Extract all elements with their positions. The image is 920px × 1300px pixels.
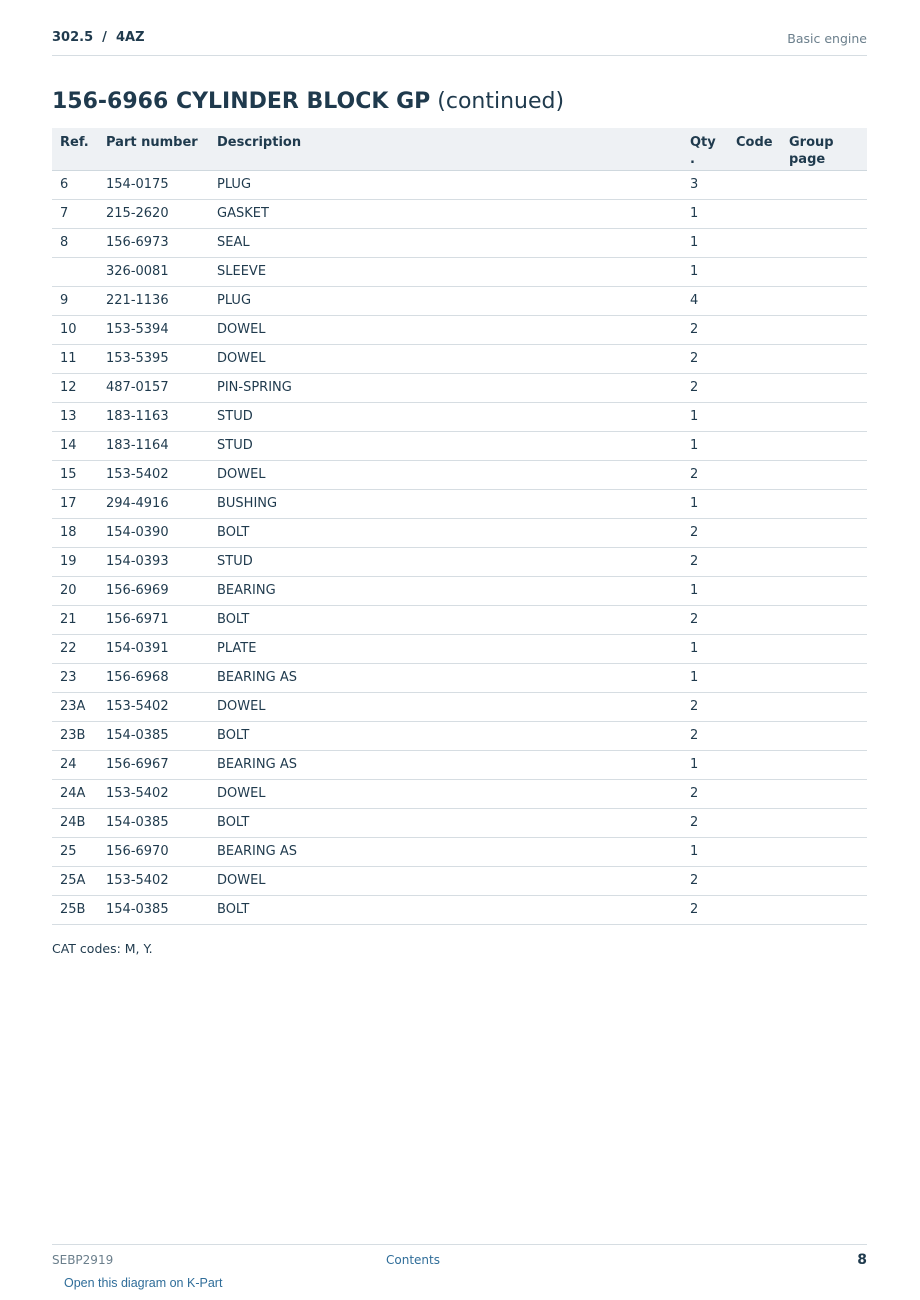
cell-group-page (781, 518, 867, 547)
parts-table (52, 128, 867, 925)
cell-group-page (781, 663, 867, 692)
cell-description: DOWEL (209, 866, 682, 895)
cell-code (728, 373, 781, 402)
cell-code (728, 634, 781, 663)
table-row (52, 779, 867, 808)
cell-ref: 19 (52, 547, 98, 576)
cell-code (728, 779, 781, 808)
cell-ref: 10 (52, 315, 98, 344)
cell-description: BUSHING (209, 489, 682, 518)
table-row (52, 721, 867, 750)
cell-qty: 1 (682, 663, 728, 692)
cell-qty: 2 (682, 518, 728, 547)
cell-group-page (781, 837, 867, 866)
cell-qty: 1 (682, 199, 728, 228)
cell-qty: 1 (682, 402, 728, 431)
parts-table-body (52, 170, 867, 924)
cell-ref: 6 (52, 170, 98, 199)
cell-code (728, 257, 781, 286)
cell-qty: 2 (682, 373, 728, 402)
cell-description: BEARING AS (209, 837, 682, 866)
cell-group-page (781, 895, 867, 924)
cell-ref: 12 (52, 373, 98, 402)
cell-ref: 23 (52, 663, 98, 692)
cell-group-page (781, 634, 867, 663)
cell-part-number: 154-0175 (98, 170, 209, 199)
cell-group-page (781, 460, 867, 489)
cell-group-page (781, 228, 867, 257)
table-header-row (52, 128, 867, 170)
cell-description: STUD (209, 402, 682, 431)
cell-qty: 1 (682, 576, 728, 605)
cell-part-number: 153-5402 (98, 779, 209, 808)
table-row (52, 866, 867, 895)
model-label: 302.5 / 4AZ (52, 30, 145, 45)
title-suffix: (continued) (430, 89, 565, 114)
cell-part-number: 215-2620 (98, 199, 209, 228)
table-row (52, 692, 867, 721)
cell-ref: 15 (52, 460, 98, 489)
page-header (52, 28, 867, 56)
cell-qty: 2 (682, 721, 728, 750)
table-row (52, 605, 867, 634)
table-row (52, 431, 867, 460)
cell-group-page (781, 692, 867, 721)
cell-part-number: 154-0391 (98, 634, 209, 663)
cell-group-page (781, 315, 867, 344)
cell-description: SLEEVE (209, 257, 682, 286)
cell-part-number: 153-5402 (98, 692, 209, 721)
table-row (52, 489, 867, 518)
col-header-group-page: Group page (781, 128, 867, 170)
cell-code (728, 605, 781, 634)
cell-qty: 4 (682, 286, 728, 315)
cell-ref: 17 (52, 489, 98, 518)
cell-group-page (781, 344, 867, 373)
table-row (52, 518, 867, 547)
cell-code (728, 895, 781, 924)
cell-code (728, 576, 781, 605)
cell-ref: 21 (52, 605, 98, 634)
cell-part-number: 153-5394 (98, 315, 209, 344)
cell-ref: 11 (52, 344, 98, 373)
cell-description: DOWEL (209, 460, 682, 489)
page-number: 8 (857, 1252, 867, 1268)
cell-code (728, 344, 781, 373)
cell-code (728, 228, 781, 257)
cell-description: PLUG (209, 170, 682, 199)
cell-code (728, 837, 781, 866)
col-header-part-number: Part number (98, 128, 209, 170)
cell-description: BEARING (209, 576, 682, 605)
cell-group-page (781, 808, 867, 837)
cell-group-page (781, 779, 867, 808)
table-row (52, 402, 867, 431)
cell-description: GASKET (209, 199, 682, 228)
cell-part-number: 183-1163 (98, 402, 209, 431)
cell-qty: 3 (682, 170, 728, 199)
kpart-link[interactable]: Open this diagram on K-Part (64, 1276, 223, 1290)
cell-qty: 2 (682, 547, 728, 576)
table-row (52, 315, 867, 344)
cell-part-number: 154-0385 (98, 721, 209, 750)
cell-code (728, 750, 781, 779)
cell-part-number: 156-6971 (98, 605, 209, 634)
cell-ref: 24 (52, 750, 98, 779)
table-row (52, 547, 867, 576)
cell-description: BEARING AS (209, 750, 682, 779)
cell-qty: 1 (682, 257, 728, 286)
table-row (52, 228, 867, 257)
cell-ref: 25A (52, 866, 98, 895)
cell-code (728, 199, 781, 228)
table-row (52, 199, 867, 228)
cell-group-page (781, 576, 867, 605)
cell-ref: 14 (52, 431, 98, 460)
title-main: 156-6966 CYLINDER BLOCK GP (52, 89, 431, 114)
table-row (52, 286, 867, 315)
cell-group-page (781, 721, 867, 750)
cell-code (728, 460, 781, 489)
cell-part-number: 156-6967 (98, 750, 209, 779)
cell-ref (52, 257, 98, 286)
cell-qty: 1 (682, 431, 728, 460)
cell-ref: 23A (52, 692, 98, 721)
cell-qty: 1 (682, 228, 728, 257)
table-row (52, 895, 867, 924)
cell-group-page (781, 866, 867, 895)
table-row (52, 663, 867, 692)
cell-code (728, 286, 781, 315)
cell-description: DOWEL (209, 344, 682, 373)
cell-ref: 23B (52, 721, 98, 750)
cell-ref: 18 (52, 518, 98, 547)
cell-code (728, 692, 781, 721)
cell-part-number: 156-6973 (98, 228, 209, 257)
cell-group-page (781, 750, 867, 779)
cell-code (728, 721, 781, 750)
table-row (52, 460, 867, 489)
cell-description: BOLT (209, 808, 682, 837)
cell-part-number: 154-0385 (98, 895, 209, 924)
cell-code (728, 663, 781, 692)
table-row (52, 344, 867, 373)
cell-group-page (781, 402, 867, 431)
cell-description: PLATE (209, 634, 682, 663)
cell-qty: 2 (682, 866, 728, 895)
table-row (52, 837, 867, 866)
cell-group-page (781, 257, 867, 286)
document-id: SEBP2919 (52, 1253, 114, 1267)
cell-description: BOLT (209, 721, 682, 750)
cell-part-number: 326-0081 (98, 257, 209, 286)
cell-code (728, 808, 781, 837)
cell-ref: 20 (52, 576, 98, 605)
cell-part-number: 154-0393 (98, 547, 209, 576)
cell-group-page (781, 286, 867, 315)
cell-description: STUD (209, 431, 682, 460)
cell-code (728, 489, 781, 518)
cell-description: DOWEL (209, 779, 682, 808)
cell-code (728, 518, 781, 547)
cell-group-page (781, 170, 867, 199)
cell-qty: 2 (682, 895, 728, 924)
cell-group-page (781, 431, 867, 460)
table-row (52, 373, 867, 402)
cell-part-number: 156-6968 (98, 663, 209, 692)
cell-part-number: 153-5395 (98, 344, 209, 373)
cell-description: STUD (209, 547, 682, 576)
cell-description: BOLT (209, 518, 682, 547)
cell-group-page (781, 547, 867, 576)
cell-code (728, 431, 781, 460)
cell-code (728, 402, 781, 431)
cell-part-number: 156-6970 (98, 837, 209, 866)
table-row (52, 808, 867, 837)
col-header-description: Description (209, 128, 682, 170)
cell-code (728, 866, 781, 895)
cell-ref: 9 (52, 286, 98, 315)
cell-part-number: 183-1164 (98, 431, 209, 460)
cell-qty: 2 (682, 605, 728, 634)
cell-qty: 2 (682, 779, 728, 808)
cell-code (728, 170, 781, 199)
cell-description: SEAL (209, 228, 682, 257)
cell-code (728, 547, 781, 576)
cell-ref: 25B (52, 895, 98, 924)
cell-description: BEARING AS (209, 663, 682, 692)
cell-description: DOWEL (209, 692, 682, 721)
cell-part-number: 154-0390 (98, 518, 209, 547)
cell-group-page (781, 605, 867, 634)
cell-description: BOLT (209, 605, 682, 634)
cell-ref: 7 (52, 199, 98, 228)
cell-qty: 1 (682, 634, 728, 663)
cell-part-number: 153-5402 (98, 866, 209, 895)
cell-ref: 8 (52, 228, 98, 257)
cell-ref: 24B (52, 808, 98, 837)
contents-link[interactable]: Contents (386, 1253, 440, 1267)
cell-description: PLUG (209, 286, 682, 315)
col-header-qty: Qty . (682, 128, 728, 170)
cell-description: PIN-SPRING (209, 373, 682, 402)
table-row (52, 750, 867, 779)
table-row (52, 634, 867, 663)
cell-part-number: 294-4916 (98, 489, 209, 518)
cell-qty: 2 (682, 460, 728, 489)
cell-ref: 25 (52, 837, 98, 866)
cell-code (728, 315, 781, 344)
table-row (52, 576, 867, 605)
cell-part-number: 487-0157 (98, 373, 209, 402)
cell-part-number: 153-5402 (98, 460, 209, 489)
cell-group-page (781, 199, 867, 228)
cell-qty: 1 (682, 837, 728, 866)
cell-ref: 13 (52, 402, 98, 431)
cell-part-number: 156-6969 (98, 576, 209, 605)
cell-qty: 2 (682, 808, 728, 837)
cell-qty: 2 (682, 344, 728, 373)
cell-group-page (781, 489, 867, 518)
cell-group-page (781, 373, 867, 402)
page-title (52, 89, 564, 114)
page-footer (52, 1244, 867, 1275)
cell-description: BOLT (209, 895, 682, 924)
col-header-code: Code (728, 128, 781, 170)
cell-part-number: 221-1136 (98, 286, 209, 315)
cell-qty: 1 (682, 750, 728, 779)
cell-qty: 1 (682, 489, 728, 518)
cell-ref: 22 (52, 634, 98, 663)
cell-qty: 2 (682, 692, 728, 721)
table-row (52, 170, 867, 199)
table-row (52, 257, 867, 286)
cell-description: DOWEL (209, 315, 682, 344)
cat-codes-note: CAT codes: M, Y. (52, 941, 153, 956)
section-label: Basic engine (787, 31, 867, 46)
cell-qty: 2 (682, 315, 728, 344)
cell-ref: 24A (52, 779, 98, 808)
cell-part-number: 154-0385 (98, 808, 209, 837)
col-header-ref: Ref. (52, 128, 98, 170)
